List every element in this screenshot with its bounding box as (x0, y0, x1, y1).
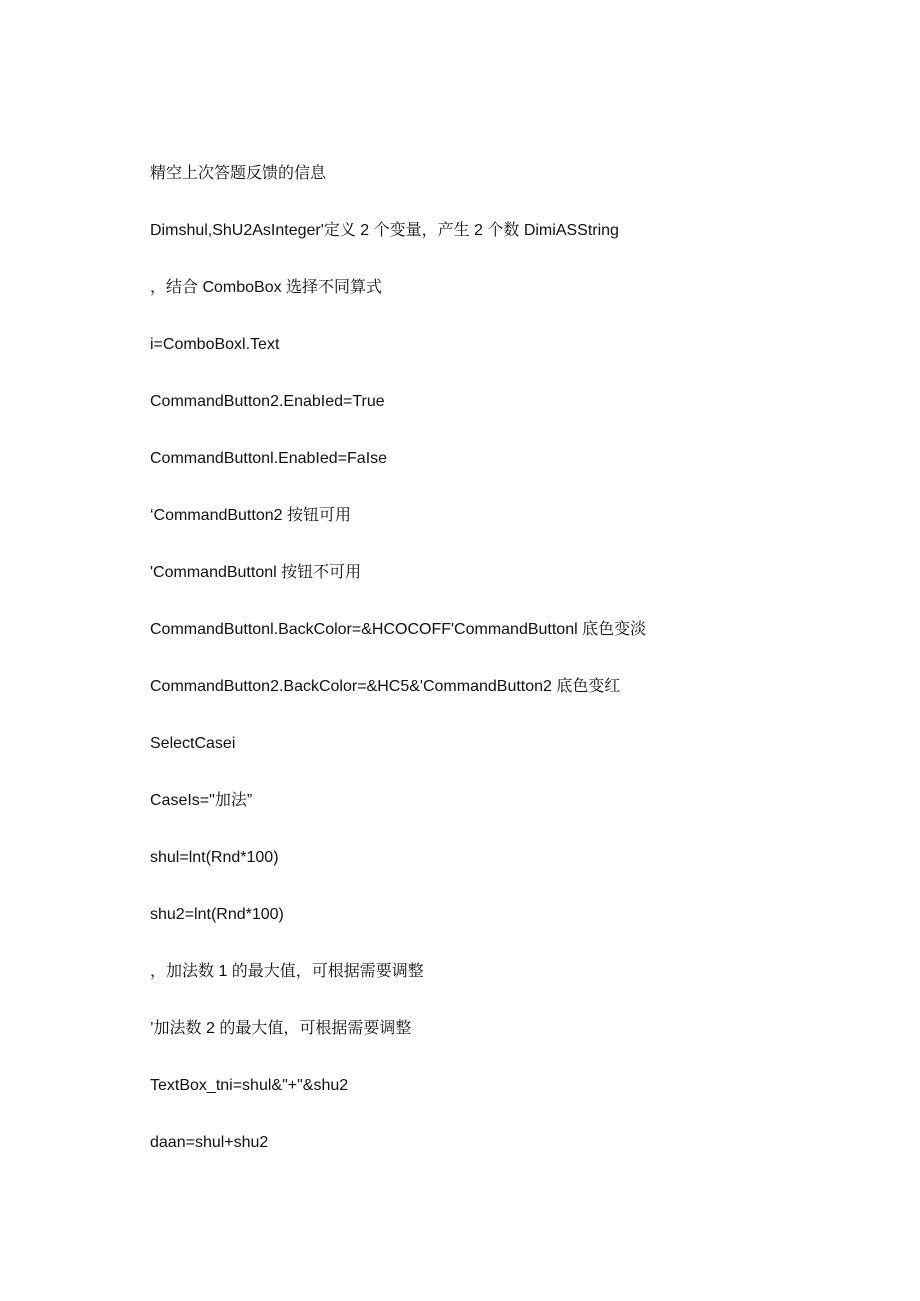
text-line-17: TextBox_tni=shul&"+"&shu2 (150, 1077, 349, 1094)
text-line-7: ‘CommandButton2 按钮可用 (150, 507, 351, 524)
text-line-3: ，结合 ComboBox 选择不同算式 (150, 279, 383, 296)
text-line-15: ，加法数 1 的最大值，可根据需要调整 (150, 963, 424, 980)
text-line-10: CommandButton2.BackColor=&HC5&'CommandButton2 底色变红 (150, 678, 621, 695)
text-line-18: daan=shul+shu2 (150, 1134, 269, 1151)
text-line-5: CommandButton2.EnabIed=True (150, 393, 385, 410)
code-text-block (150, 163, 870, 1189)
text-line-2: Dimshul,ShU2AsInteger'定义 2 个变量，产生 2 个数 DimiASString (150, 222, 619, 239)
text-line-11: SelectCasei (150, 735, 236, 752)
text-line-8: 'CommandButtonl 按钮不可用 (150, 564, 362, 581)
text-line-12: CaseIs="加法” (150, 792, 253, 809)
text-line-6: CommandButtonl.EnabIed=FaIse (150, 450, 388, 467)
text-line-4: i=ComboBoxl.Text (150, 336, 280, 353)
text-line-14: shu2=lnt(Rnd*100) (150, 906, 284, 923)
text-line-16: ’加法数 2 的最大值，可根据需要调整 (150, 1020, 412, 1037)
text-line-13: shul=lnt(Rnd*100) (150, 849, 279, 866)
text-line-9: CommandButtonl.BackColor=&HCOCOFF'CommandButtonl 底色变淡 (150, 621, 647, 638)
text-line-1: 精空上次答题反馈的信息 (150, 165, 327, 182)
